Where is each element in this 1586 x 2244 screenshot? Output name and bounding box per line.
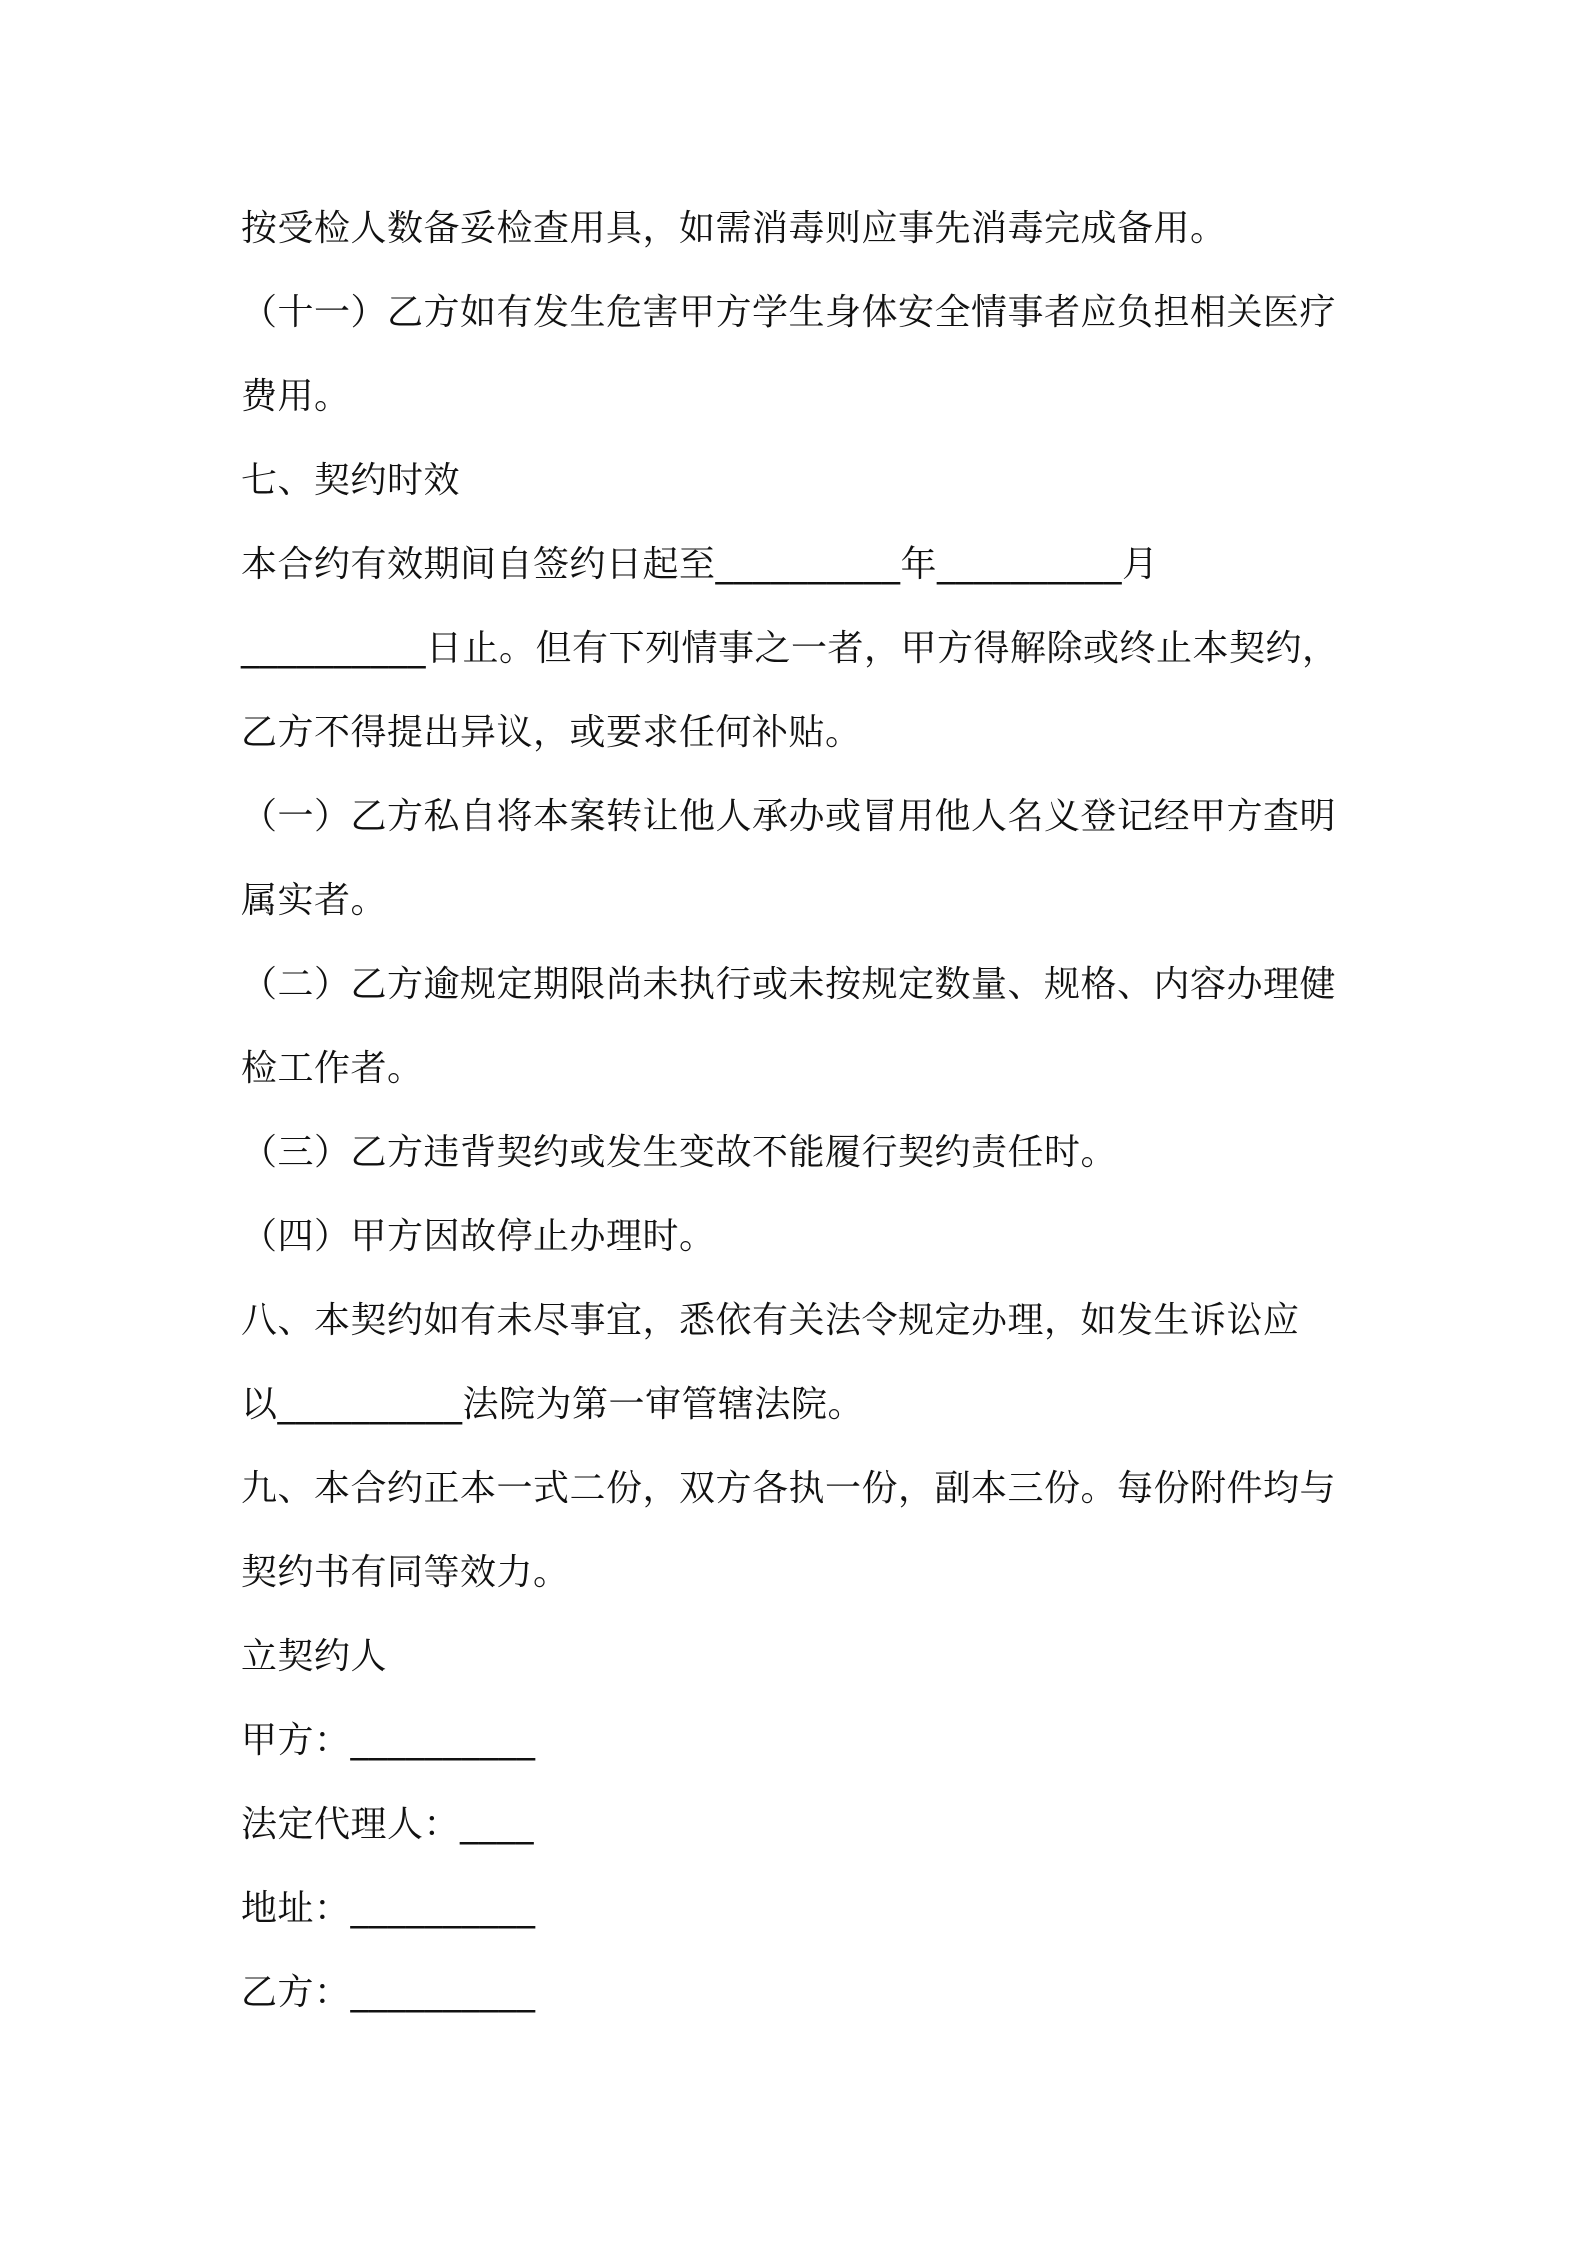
clause-text-line: 按受检人数备妥检查用具，如需消毒则应事先消毒完成备用。 xyxy=(241,208,1227,249)
clause-text-line: 属实者。 xyxy=(241,880,388,921)
legal-representative-field: 法定代理人：____ xyxy=(241,1804,535,1845)
party-a-field: 甲方：__________ xyxy=(241,1720,536,1761)
clause-text-line: 费用。 xyxy=(241,376,351,417)
termination-line: __________日止。但有下列情事之一者，甲方得解除或终止本契约， xyxy=(241,628,1339,669)
signatories-heading: 立契约人 xyxy=(241,1636,388,1677)
address-field: 地址：__________ xyxy=(241,1888,536,1929)
clause-text-line: 检工作者。 xyxy=(241,1048,424,1089)
condition-2: （二）乙方逾规定期限尚未执行或未按规定数量、规格、内容办理健 xyxy=(241,964,1337,1005)
section-9-text: 九、本合约正本一式二份，双方各执一份，副本三份。每份附件均与 xyxy=(241,1468,1337,1509)
condition-1: （一）乙方私自将本案转让他人承办或冒用他人名义登记经甲方查明 xyxy=(241,796,1337,837)
condition-4: （四）甲方因故停止办理时。 xyxy=(241,1216,716,1257)
section-8-text: 八、本契约如有未尽事宜，悉依有关法令规定办理，如发生诉讼应 xyxy=(241,1300,1300,1341)
court-jurisdiction-line: 以__________法院为第一审管辖法院。 xyxy=(241,1384,865,1425)
validity-period-line: 本合约有效期间自签约日起至__________年__________月 xyxy=(241,544,1159,585)
clause-text-line: 乙方不得提出异议，或要求任何补贴。 xyxy=(241,712,862,753)
clause-11-heading: （十一）乙方如有发生危害甲方学生身体安全情事者应负担相关医疗 xyxy=(241,292,1337,333)
party-b-field: 乙方：__________ xyxy=(241,1972,536,2013)
section-7-title: 七、契约时效 xyxy=(241,460,461,501)
clause-text-line: 契约书有同等效力。 xyxy=(241,1552,570,1593)
condition-3: （三）乙方违背契约或发生变故不能履行契约责任时。 xyxy=(241,1132,1118,1173)
